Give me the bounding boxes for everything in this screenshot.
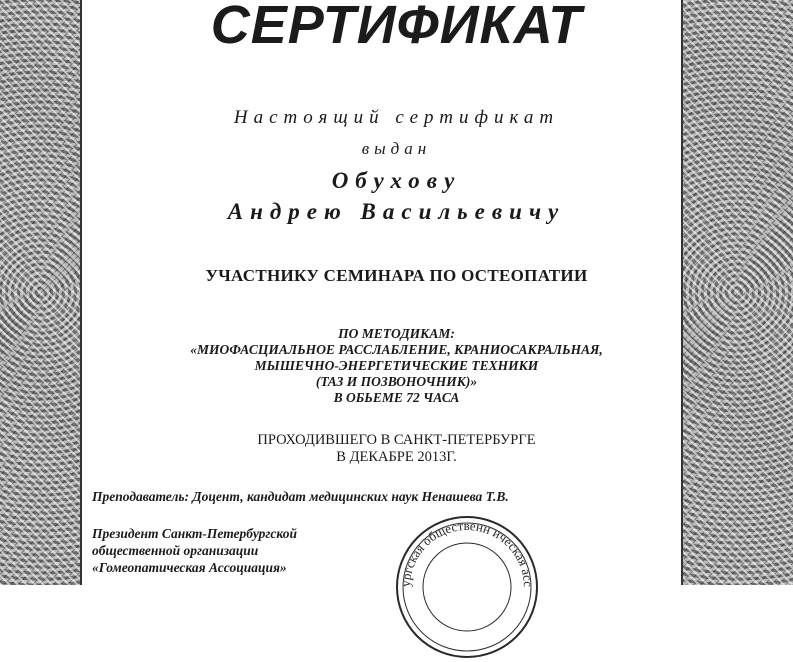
methods-block: [0, 326, 793, 406]
place-date-block: [0, 432, 793, 466]
recipient-surname: Обухову: [331, 168, 462, 193]
president-line: «Гомеопатическая Ассоциация»: [92, 560, 287, 575]
certificate-title: СЕРТИФИКАТ: [210, 0, 583, 55]
methods-line: МЫШЕЧНО-ЭНЕРГЕТИЧЕСКИЕ ТЕХНИКИ: [254, 358, 539, 373]
frame-line-left: [80, 0, 82, 585]
ornamental-border-right: [681, 0, 793, 585]
seminar-heading: УЧАСТНИКУ СЕМИНАРА ПО ОСТЕОПАТИИ: [205, 266, 588, 285]
issued-line-2: выдан: [361, 139, 432, 158]
organization-seal: [392, 512, 542, 662]
methods-line: В ОБЬЕМЕ 72 ЧАСА: [333, 390, 460, 405]
methods-line: «МИОФАСЦИАЛЬНОЕ РАССЛАБЛЕНИЕ, КРАНИОСАКРАЛЬНАЯ,: [190, 342, 603, 357]
president-block: [92, 525, 392, 576]
recipient-given-names: Андрею Васильевичу: [227, 199, 566, 224]
date-line: В ДЕКАБРЕ 2013Г.: [336, 449, 457, 465]
place-line: ПРОХОДИВШЕГО В САНКТ-ПЕТЕРБУРГЕ: [257, 432, 536, 448]
ornamental-border-left: [0, 0, 82, 585]
methods-line: ПО МЕТОДИКАМ:: [338, 326, 455, 341]
president-line: Президент Санкт-Петербургской: [92, 526, 297, 541]
issued-line-1: Настоящий сертификат: [233, 107, 560, 128]
teacher-line: Преподаватель: Доцент, кандидат медицинских наук Ненашева Т.В.: [92, 489, 509, 504]
methods-line: (ТАЗ И ПОЗВОНОЧНИК)»: [315, 374, 478, 389]
seal-text: ургская общественн ическая асс: [397, 517, 537, 588]
president-line: общественной организации: [92, 543, 259, 558]
